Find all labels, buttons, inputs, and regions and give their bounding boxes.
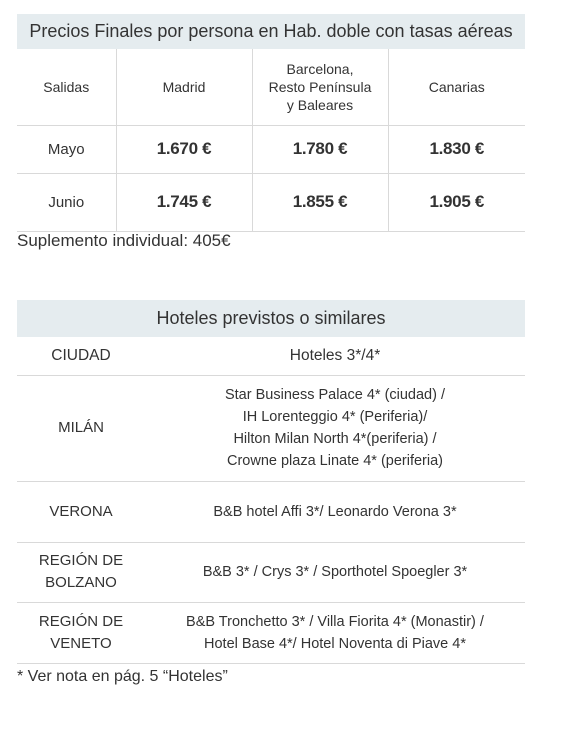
price-canarias: 1.830 € <box>388 125 525 173</box>
table-row <box>17 542 525 602</box>
city-name: BOLZANO <box>45 574 117 591</box>
price-barcelona: 1.780 € <box>252 125 388 173</box>
price-madrid: 1.745 € <box>116 173 252 231</box>
month-label: Mayo <box>17 125 116 173</box>
hotels-cell <box>145 375 525 481</box>
hotel-line: Crowne plaza Linate 4* (periferia) <box>227 453 443 469</box>
price-row-junio <box>17 173 525 231</box>
city-cell <box>17 542 145 602</box>
city-cell <box>17 481 145 542</box>
hotel-line: IH Lorenteggio 4* (Periferia)/ <box>242 409 428 425</box>
hotels-cell <box>145 481 525 542</box>
hotels-cell <box>145 602 525 663</box>
city-name: VERONA <box>49 502 113 520</box>
hotels-cell <box>145 542 525 602</box>
table-row <box>17 481 525 542</box>
supplement-note: Suplemento individual: 405€ <box>17 231 231 250</box>
month-label: Junio <box>17 173 116 231</box>
city-name: REGIÓN DE <box>38 612 124 630</box>
header-hotels: Hoteles 3*/4* <box>145 337 525 375</box>
hotel-line: Hilton Milan North 4*(periferia) / <box>233 431 437 447</box>
prices-title: Precios Finales por persona en Hab. doble con tasas aéreas <box>17 14 525 49</box>
price-barcelona: 1.855 € <box>252 173 388 231</box>
city-name: REGIÓN DE <box>38 552 124 569</box>
table-row <box>17 375 525 481</box>
hotel-line: B&B 3* / Crys 3* / Sporthotel Spoegler 3* <box>202 564 468 580</box>
hotel-line: B&B Tronchetto 3* / Villa Fiorita 4* (Monastir) / <box>186 613 484 630</box>
prices-table <box>17 49 525 232</box>
header-city: CIUDAD <box>17 337 145 375</box>
hotels-section <box>17 300 525 664</box>
header-madrid: Madrid <box>116 49 252 125</box>
table-row <box>17 602 525 663</box>
header-barcelona-line: y Baleares <box>286 96 354 113</box>
header-salidas: Salidas <box>17 49 116 125</box>
header-barcelona <box>252 49 388 125</box>
hotel-line: B&B hotel Affi 3*/ Leonardo Verona 3* <box>213 503 457 520</box>
prices-section <box>17 14 525 232</box>
city-name: MILÁN <box>58 419 104 436</box>
hotels-title: Hoteles previstos o similares <box>17 300 525 337</box>
hotels-table <box>17 337 525 664</box>
city-name: VENETO <box>50 634 112 652</box>
header-barcelona-line: Resto Península <box>268 78 372 95</box>
hotel-line: Star Business Palace 4* (ciudad) / <box>224 387 446 403</box>
price-row-mayo <box>17 125 525 173</box>
header-barcelona-line: Barcelona, <box>286 60 354 77</box>
hotels-header-row <box>17 337 525 375</box>
prices-header-row <box>17 49 525 125</box>
header-canarias: Canarias <box>388 49 525 125</box>
price-madrid: 1.670 € <box>116 125 252 173</box>
hotel-line: Hotel Base 4*/ Hotel Noventa di Piave 4* <box>204 635 466 652</box>
city-cell <box>17 602 145 663</box>
price-canarias: 1.905 € <box>388 173 525 231</box>
footnote: * Ver nota en pág. 5 “Hoteles” <box>17 668 228 685</box>
city-cell <box>17 375 145 481</box>
